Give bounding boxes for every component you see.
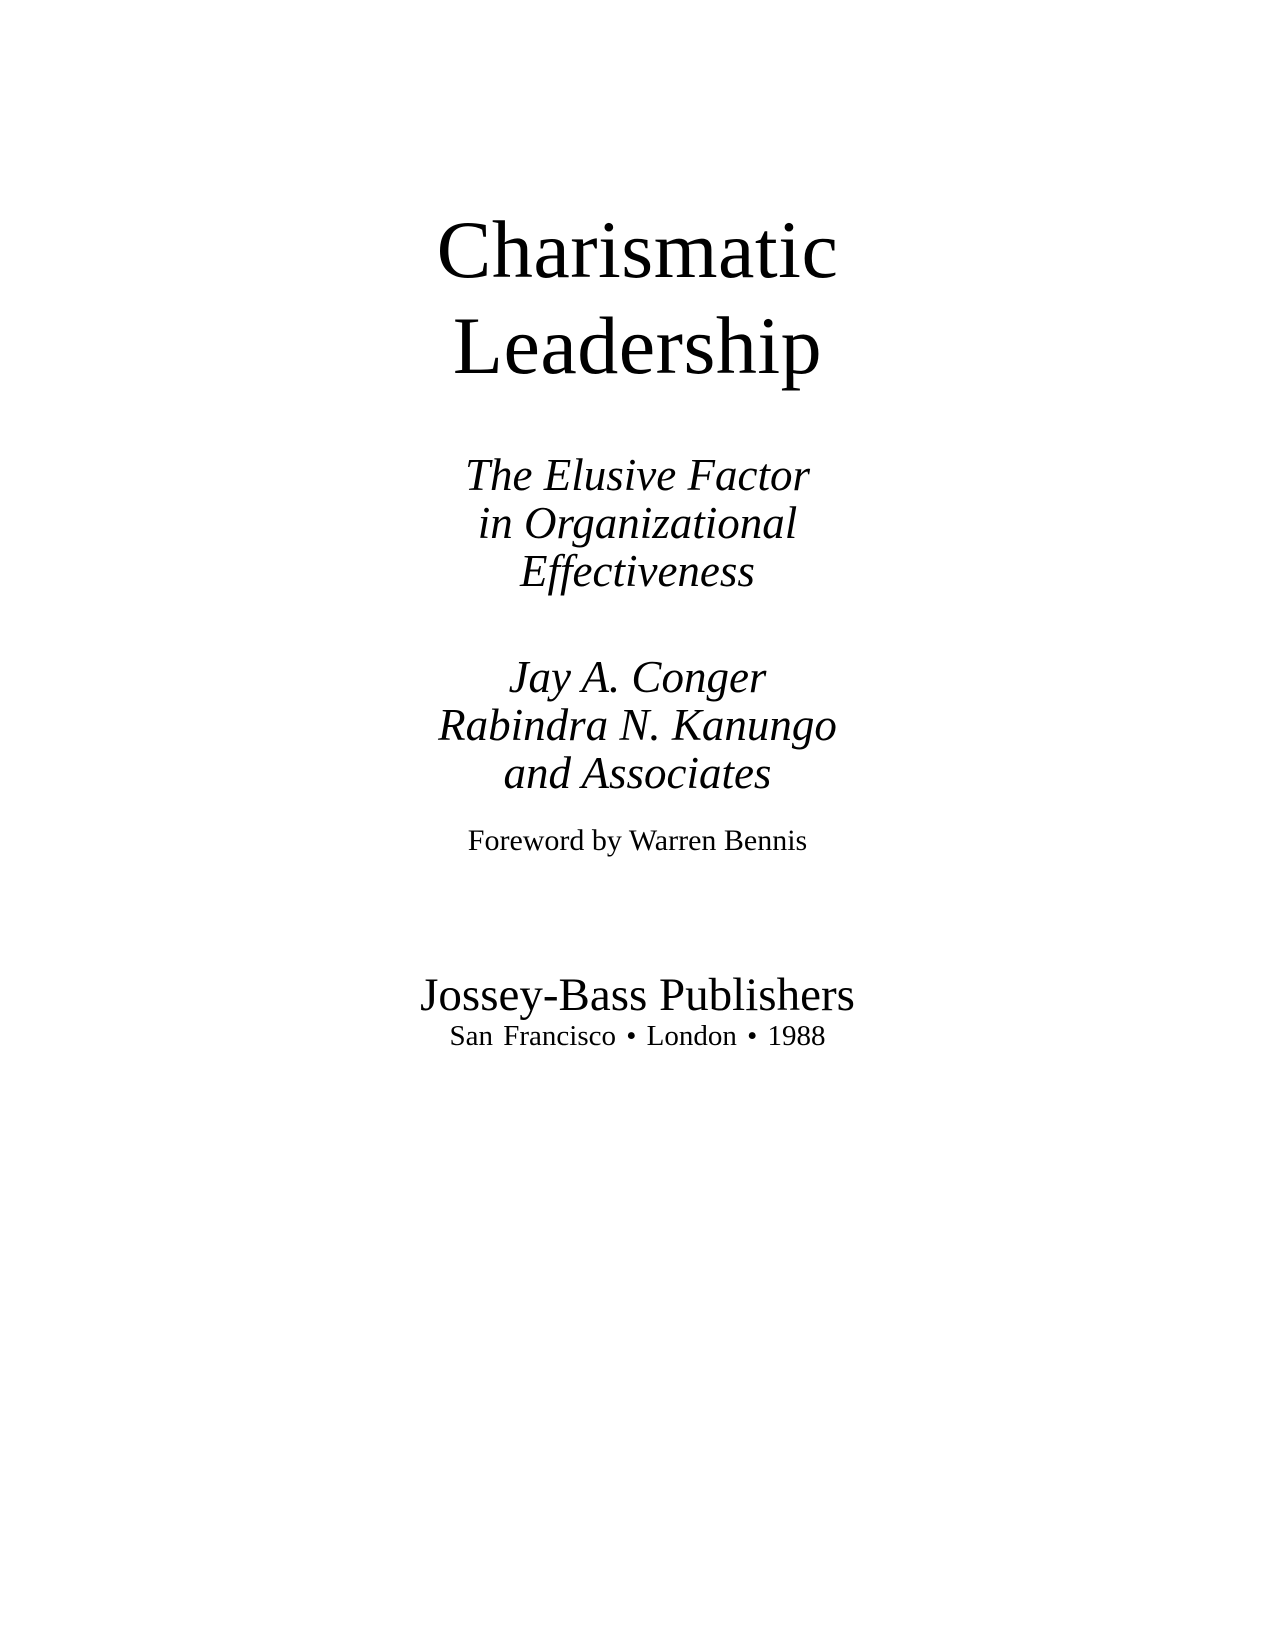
book-title-line-2: Leadership: [452, 300, 823, 391]
publisher-imprint-line: San Francisco • London • 1988: [449, 1020, 826, 1052]
publisher-name: Jossey-Bass Publishers: [420, 969, 855, 1021]
book-subtitle: [0, 451, 1275, 595]
subtitle-line: The Elusive Factor: [465, 450, 810, 500]
author-name: Jay A. Conger: [508, 652, 767, 702]
book-title-line-1: Charismatic: [436, 204, 839, 295]
author-name: Rabindra N. Kanungo: [438, 700, 837, 750]
author-list: [0, 653, 1275, 797]
book-title: [0, 0, 1275, 394]
subtitle-line: in Organizational: [477, 498, 798, 548]
foreword-credit: Foreword by Warren Bennis: [467, 824, 808, 857]
subtitle-line: Effectiveness: [520, 546, 755, 596]
author-note: and Associates: [503, 748, 772, 798]
